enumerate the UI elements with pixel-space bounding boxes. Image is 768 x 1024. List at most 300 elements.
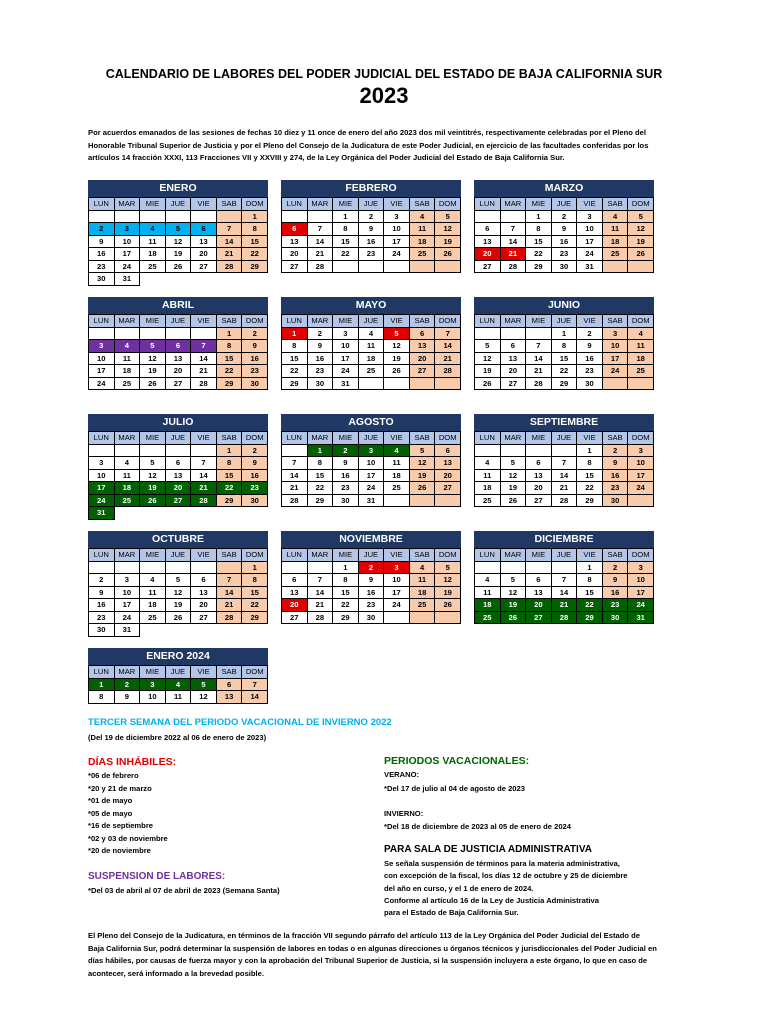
day-cell: 14 <box>526 352 552 365</box>
empty-cell <box>191 624 217 637</box>
day-cell: 20 <box>191 599 217 612</box>
day-header: DOM <box>242 549 268 562</box>
day-cell: 15 <box>551 352 577 365</box>
page-title: CALENDARIO DE LABORES DEL PODER JUDICIAL DEL ESTADO DE BAJA CALIFORNIA SUR <box>105 67 663 81</box>
empty-cell <box>140 210 166 223</box>
empty-cell <box>551 561 577 574</box>
day-cell: 2 <box>89 223 115 236</box>
day-cell: 26 <box>384 365 410 378</box>
day-cell: 13 <box>526 469 552 482</box>
day-cell: 12 <box>409 457 435 470</box>
day-cell: 15 <box>242 235 268 248</box>
day-cell: 19 <box>409 469 435 482</box>
day-cell: 21 <box>551 482 577 495</box>
day-cell: 18 <box>140 248 166 261</box>
inhabiles-list <box>88 770 168 858</box>
day-cell: 14 <box>307 235 333 248</box>
day-cell: 1 <box>242 210 268 223</box>
day-cell: 5 <box>140 340 166 353</box>
empty-cell <box>628 494 654 507</box>
day-cell: 14 <box>282 469 308 482</box>
day-cell: 21 <box>307 248 333 261</box>
day-cell: 9 <box>602 574 628 587</box>
day-cell: 23 <box>358 248 384 261</box>
verano-label: VERANO: <box>384 770 420 779</box>
day-cell: 19 <box>435 235 461 248</box>
day-cell: 2 <box>333 444 359 457</box>
day-cell: 4 <box>114 457 140 470</box>
day-cell: 12 <box>165 586 191 599</box>
day-header: LUN <box>282 549 308 562</box>
day-cell: 29 <box>216 494 242 507</box>
day-cell: 22 <box>307 482 333 495</box>
day-header: MIE <box>526 432 552 445</box>
day-cell: 17 <box>114 599 140 612</box>
empty-cell <box>602 377 628 390</box>
day-cell: 15 <box>242 586 268 599</box>
day-cell: 1 <box>282 327 308 340</box>
day-cell: 26 <box>140 377 166 390</box>
empty-cell <box>628 377 654 390</box>
empty-cell <box>409 611 435 624</box>
day-cell: 29 <box>333 611 359 624</box>
empty-cell <box>475 444 501 457</box>
day-cell: 20 <box>526 482 552 495</box>
day-header: JUE <box>165 315 191 328</box>
day-cell: 9 <box>307 340 333 353</box>
month-name: MAYO <box>281 297 461 314</box>
day-cell: 20 <box>475 248 501 261</box>
day-cell: 18 <box>628 352 654 365</box>
day-cell: 6 <box>526 457 552 470</box>
day-header: DOM <box>435 198 461 211</box>
empty-cell <box>140 327 166 340</box>
month-table <box>88 197 268 286</box>
day-cell: 24 <box>333 365 359 378</box>
day-cell: 13 <box>216 691 242 704</box>
empty-cell <box>89 210 115 223</box>
day-header: LUN <box>89 198 115 211</box>
day-cell: 29 <box>242 260 268 273</box>
month-table <box>281 197 461 273</box>
month-calendar <box>88 531 268 637</box>
day-cell: 7 <box>307 223 333 236</box>
day-header: LUN <box>475 315 501 328</box>
day-cell: 5 <box>165 223 191 236</box>
day-cell: 12 <box>500 469 526 482</box>
day-cell: 30 <box>602 611 628 624</box>
day-cell: 7 <box>551 457 577 470</box>
day-cell: 21 <box>216 248 242 261</box>
day-cell: 5 <box>435 561 461 574</box>
inhabil-item: *06 de febrero <box>88 771 139 780</box>
day-cell: 13 <box>191 235 217 248</box>
day-header: SAB <box>409 315 435 328</box>
day-cell: 1 <box>526 210 552 223</box>
day-header: DOM <box>242 432 268 445</box>
day-cell: 5 <box>384 327 410 340</box>
day-cell: 31 <box>333 377 359 390</box>
day-cell: 13 <box>526 586 552 599</box>
day-cell: 23 <box>307 365 333 378</box>
day-header: DOM <box>242 666 268 679</box>
day-cell: 22 <box>242 599 268 612</box>
day-header: MIE <box>140 549 166 562</box>
day-cell: 3 <box>384 210 410 223</box>
day-cell: 25 <box>475 494 501 507</box>
day-cell: 17 <box>89 482 115 495</box>
day-cell: 10 <box>577 223 603 236</box>
day-header: DOM <box>628 432 654 445</box>
month-name: NOVIEMBRE <box>281 531 461 548</box>
day-cell: 23 <box>242 482 268 495</box>
day-cell: 15 <box>216 352 242 365</box>
day-cell: 7 <box>242 678 268 691</box>
day-cell: 1 <box>89 678 115 691</box>
day-cell: 28 <box>282 494 308 507</box>
inhabil-item: *05 de mayo <box>88 808 133 818</box>
empty-cell <box>191 444 217 457</box>
empty-cell <box>242 273 268 286</box>
day-cell: 22 <box>242 248 268 261</box>
empty-cell <box>89 327 115 340</box>
day-cell: 30 <box>333 494 359 507</box>
inhabil-item: *16 de septiembre <box>88 821 153 830</box>
invierno-label: INVIERNO: <box>384 809 424 818</box>
day-header: MAR <box>114 432 140 445</box>
day-header: VIE <box>577 549 603 562</box>
day-cell: 17 <box>333 352 359 365</box>
empty-cell <box>500 444 526 457</box>
month-calendar <box>281 297 461 390</box>
day-cell: 25 <box>384 482 410 495</box>
empty-cell <box>409 377 435 390</box>
day-cell: 25 <box>409 248 435 261</box>
day-cell: 6 <box>165 340 191 353</box>
day-header: VIE <box>384 198 410 211</box>
empty-cell <box>500 561 526 574</box>
inhabil-item: *20 de noviembre <box>88 846 151 855</box>
day-cell: 19 <box>140 365 166 378</box>
day-header: LUN <box>89 549 115 562</box>
day-header: SAB <box>409 198 435 211</box>
sala-line: para el Estado de Baja California Sur. <box>384 908 519 918</box>
day-cell: 24 <box>384 599 410 612</box>
day-cell: 14 <box>216 586 242 599</box>
day-cell: 25 <box>114 377 140 390</box>
day-header: MIE <box>333 432 359 445</box>
month-table <box>474 431 654 507</box>
day-header: DOM <box>435 549 461 562</box>
empty-cell <box>526 561 552 574</box>
inhabil-item: *01 de mayo <box>88 796 133 805</box>
day-header: LUN <box>475 432 501 445</box>
month-name: ENERO <box>88 180 268 197</box>
tercer-semana-title: TERCER SEMANA DEL PERIODO VACACIONAL DE INVIERNO 2022 <box>88 717 392 728</box>
empty-cell <box>140 273 166 286</box>
day-header: LUN <box>475 198 501 211</box>
footer-paragraph: El Pleno del Consejo de la Judicatura, en términos de la fracción VII segundo párrafo del artículo 113 de la Ley Orgánica del Poder Judicial del Estado de Baja California Sur, podrá determinar la suspensión de labores en todas o en algunas direcciones u órganos técnicos y jurisdiccionales del Poder Judicial en días hábiles, por causas de fuerza mayor y con la aprobación del Tribunal Superior de Justicia, si la suspensión incluyera a este órgano, lo que en caso de acontecer, será informado a la brevedad posible. <box>88 931 657 978</box>
day-header: MAR <box>307 549 333 562</box>
day-cell: 4 <box>140 574 166 587</box>
day-cell: 20 <box>165 365 191 378</box>
day-cell: 18 <box>409 235 435 248</box>
day-cell: 27 <box>409 365 435 378</box>
day-cell: 3 <box>114 223 140 236</box>
day-cell: 13 <box>500 352 526 365</box>
day-cell: 15 <box>526 235 552 248</box>
day-cell: 5 <box>500 457 526 470</box>
day-cell: 11 <box>409 223 435 236</box>
day-cell: 4 <box>628 327 654 340</box>
day-cell: 7 <box>551 574 577 587</box>
day-cell: 15 <box>333 235 359 248</box>
day-cell: 1 <box>333 210 359 223</box>
day-cell: 11 <box>114 352 140 365</box>
empty-cell <box>242 507 268 520</box>
day-cell: 3 <box>140 678 166 691</box>
day-cell: 21 <box>216 599 242 612</box>
day-cell: 24 <box>628 482 654 495</box>
day-header: JUE <box>358 432 384 445</box>
day-header: JUE <box>551 549 577 562</box>
day-cell: 23 <box>602 482 628 495</box>
day-header: DOM <box>628 198 654 211</box>
day-cell: 8 <box>216 457 242 470</box>
day-cell: 19 <box>165 599 191 612</box>
empty-cell <box>358 377 384 390</box>
day-cell: 3 <box>89 457 115 470</box>
verano-dates: *Del 17 de julio al 04 de agosto de 2023 <box>384 784 525 793</box>
day-cell: 23 <box>602 599 628 612</box>
empty-cell <box>114 561 140 574</box>
day-cell: 25 <box>114 494 140 507</box>
sala-line: Conforme al artículo 16 de la Ley de Justicia Administrativa <box>384 895 599 905</box>
empty-cell <box>140 561 166 574</box>
day-cell: 4 <box>358 327 384 340</box>
day-cell: 10 <box>384 223 410 236</box>
day-cell: 17 <box>577 235 603 248</box>
day-cell: 10 <box>384 574 410 587</box>
day-header: VIE <box>384 549 410 562</box>
day-cell: 10 <box>358 457 384 470</box>
day-cell: 25 <box>409 599 435 612</box>
day-cell: 4 <box>409 561 435 574</box>
day-cell: 22 <box>577 482 603 495</box>
periodos-title: PERIODOS VACACIONALES: <box>384 755 530 767</box>
month-name: AGOSTO <box>281 414 461 431</box>
month-name: OCTUBRE <box>88 531 268 548</box>
day-header: MAR <box>114 666 140 679</box>
day-cell: 28 <box>191 494 217 507</box>
day-header: MIE <box>333 549 359 562</box>
day-cell: 7 <box>282 457 308 470</box>
day-cell: 3 <box>89 340 115 353</box>
day-header: JUE <box>165 432 191 445</box>
day-cell: 23 <box>551 248 577 261</box>
month-name: SEPTIEMBRE <box>474 414 654 431</box>
day-header: MIE <box>140 666 166 679</box>
month-calendar <box>474 531 654 624</box>
day-cell: 18 <box>114 365 140 378</box>
day-header: MIE <box>526 198 552 211</box>
empty-cell <box>191 210 217 223</box>
day-cell: 31 <box>114 273 140 286</box>
day-cell: 16 <box>242 352 268 365</box>
day-cell: 16 <box>577 352 603 365</box>
day-cell: 21 <box>551 599 577 612</box>
empty-cell <box>216 210 242 223</box>
day-cell: 1 <box>216 327 242 340</box>
empty-cell <box>307 561 333 574</box>
day-cell: 22 <box>551 365 577 378</box>
day-cell: 8 <box>333 574 359 587</box>
day-header: LUN <box>282 432 308 445</box>
day-cell: 30 <box>242 494 268 507</box>
day-cell: 23 <box>89 611 115 624</box>
day-cell: 8 <box>307 457 333 470</box>
empty-cell <box>191 273 217 286</box>
day-cell: 17 <box>602 352 628 365</box>
empty-cell <box>602 260 628 273</box>
day-cell: 14 <box>551 469 577 482</box>
month-calendar <box>88 180 268 286</box>
empty-cell <box>500 327 526 340</box>
empty-cell <box>435 377 461 390</box>
day-cell: 11 <box>384 457 410 470</box>
empty-cell <box>165 507 191 520</box>
month-table <box>88 314 268 390</box>
day-cell: 16 <box>242 469 268 482</box>
day-cell: 10 <box>628 574 654 587</box>
day-cell: 5 <box>435 210 461 223</box>
day-cell: 12 <box>628 223 654 236</box>
day-header: MAR <box>114 315 140 328</box>
empty-cell <box>282 444 308 457</box>
empty-cell <box>114 210 140 223</box>
day-cell: 15 <box>577 469 603 482</box>
month-table <box>474 197 654 273</box>
day-cell: 30 <box>577 377 603 390</box>
sala-line: del año en curso, y el 1 de enero de 2024. <box>384 883 534 893</box>
day-cell: 9 <box>89 235 115 248</box>
day-cell: 4 <box>475 457 501 470</box>
empty-cell <box>114 327 140 340</box>
day-header: VIE <box>191 549 217 562</box>
month-calendar <box>474 414 654 507</box>
day-cell: 27 <box>435 482 461 495</box>
empty-cell <box>140 444 166 457</box>
day-header: SAB <box>602 315 628 328</box>
day-cell: 27 <box>191 611 217 624</box>
empty-cell <box>307 210 333 223</box>
day-cell: 16 <box>89 599 115 612</box>
month-calendar <box>281 414 461 507</box>
day-cell: 28 <box>307 260 333 273</box>
day-cell: 3 <box>628 561 654 574</box>
day-cell: 17 <box>114 248 140 261</box>
day-cell: 26 <box>475 377 501 390</box>
day-cell: 20 <box>435 469 461 482</box>
day-cell: 13 <box>165 469 191 482</box>
day-cell: 16 <box>333 469 359 482</box>
empty-cell <box>242 624 268 637</box>
day-cell: 18 <box>358 352 384 365</box>
day-header: VIE <box>191 666 217 679</box>
day-cell: 7 <box>216 574 242 587</box>
day-cell: 9 <box>242 340 268 353</box>
empty-cell <box>384 260 410 273</box>
day-cell: 30 <box>602 494 628 507</box>
day-cell: 11 <box>358 340 384 353</box>
day-cell: 21 <box>282 482 308 495</box>
day-cell: 28 <box>526 377 552 390</box>
day-cell: 29 <box>577 611 603 624</box>
day-cell: 18 <box>409 586 435 599</box>
day-cell: 14 <box>242 691 268 704</box>
empty-cell <box>384 611 410 624</box>
day-cell: 22 <box>526 248 552 261</box>
suspension-title: SUSPENSION DE LABORES: <box>88 871 226 882</box>
page-year: 2023 <box>359 83 409 108</box>
day-header: VIE <box>384 432 410 445</box>
day-header: DOM <box>242 315 268 328</box>
month-name: JUNIO <box>474 297 654 314</box>
day-header: VIE <box>577 315 603 328</box>
empty-cell <box>526 327 552 340</box>
day-cell: 24 <box>89 377 115 390</box>
day-header: SAB <box>216 315 242 328</box>
day-cell: 29 <box>242 611 268 624</box>
day-header: MIE <box>140 315 166 328</box>
month-calendar <box>474 180 654 273</box>
day-cell: 8 <box>89 691 115 704</box>
day-cell: 8 <box>551 340 577 353</box>
day-cell: 17 <box>358 469 384 482</box>
month-table <box>474 314 654 390</box>
day-cell: 14 <box>191 352 217 365</box>
day-cell: 27 <box>165 377 191 390</box>
day-cell: 23 <box>358 599 384 612</box>
day-cell: 7 <box>500 223 526 236</box>
day-cell: 15 <box>307 469 333 482</box>
day-cell: 11 <box>628 340 654 353</box>
day-cell: 14 <box>551 586 577 599</box>
day-header: DOM <box>628 549 654 562</box>
day-cell: 27 <box>526 494 552 507</box>
day-cell: 11 <box>114 469 140 482</box>
day-cell: 21 <box>191 365 217 378</box>
month-name: MARZO <box>474 180 654 197</box>
day-cell: 19 <box>384 352 410 365</box>
day-header: LUN <box>89 666 115 679</box>
day-cell: 2 <box>602 561 628 574</box>
day-cell: 10 <box>114 586 140 599</box>
day-cell: 12 <box>191 691 217 704</box>
day-cell: 24 <box>577 248 603 261</box>
day-cell: 9 <box>577 340 603 353</box>
day-cell: 13 <box>435 457 461 470</box>
day-cell: 17 <box>384 235 410 248</box>
day-cell: 5 <box>628 210 654 223</box>
month-table <box>88 665 268 704</box>
day-cell: 21 <box>526 365 552 378</box>
day-cell: 7 <box>191 457 217 470</box>
day-cell: 21 <box>435 352 461 365</box>
suspension-text: *Del 03 de abril al 07 de abril de 2023 (Semana Santa) <box>88 886 280 895</box>
day-cell: 13 <box>165 352 191 365</box>
day-cell: 16 <box>89 248 115 261</box>
